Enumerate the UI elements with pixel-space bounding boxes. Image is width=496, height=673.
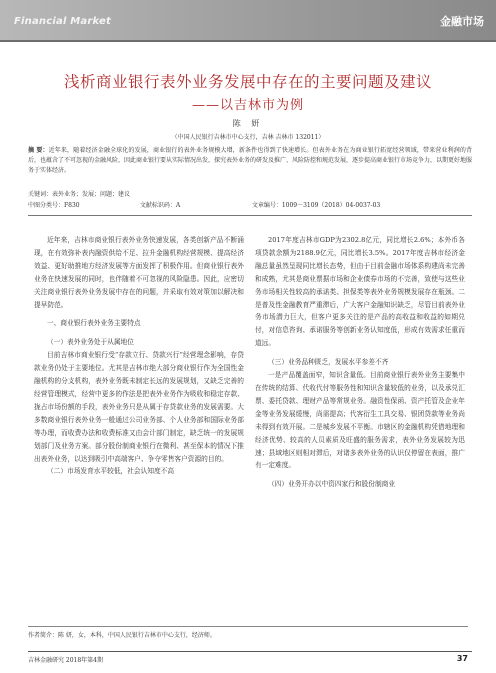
- section-heading-1: 一、商业银行表外业务主要特点: [47, 319, 141, 328]
- clc-number: 中图分类号：F830: [28, 202, 80, 209]
- abstract-text: 近年来，随着经济金融全球化的发展，商业银行的表外业务规模大增，新条件也得到了快速增长。但表外业务在为商业银行拓宽经营领域，带来营业利润的背后，也蕴含了不可忽视的金融风险，因此商业银行要从实际情况出发，探究表外业务的研发及推广、风险防控和规范发展，逐步提高商业银行市场竞争力，以期更好地服务于实体经济。: [28, 147, 473, 174]
- subsection-heading-2: （二）市场发育水平较低，社会认知度不高: [47, 467, 175, 476]
- abstract: [28, 146, 472, 176]
- page-number: 37: [456, 654, 468, 663]
- abstract-label: 摘 要：: [28, 147, 49, 154]
- banner-section-cn: 金融市场: [440, 15, 484, 28]
- article-title: 浅析商业银行表外业务发展中存在的主要问题及建议: [63, 73, 432, 91]
- article-subtitle: ——以吉林市为例: [191, 98, 304, 113]
- right-column: [255, 234, 465, 491]
- footnote-divider: [28, 626, 468, 627]
- journal-banner: [0, 0, 496, 42]
- footer-divider: [28, 651, 472, 652]
- body-paragraph: 目前吉林市商业银行受“存款立行、贷款兴行”经营理念影响，存贷款业务仍处于主要地位。尤其是吉林市绝大部分商业银行作为全国性金融机构的分支机构，表外业务既未制定长远的发展规划，又缺乏完善的经营管理模式，经营中更多的作法是把表外业务作为吸收和稳定存款、拢占市场份额的手段，表外业务只是从属于存贷款业务的发展需要。大多数商业银行表外业务一般通过公司业务部、个人业务部和国际业务部等办理，而收费办法和收费标准又由会计部门制定，缺乏统一的发展规划部门及业务方案。部分股份制商业银行在微利、甚至保本的情况下推出表外业务，以达到吸引中高端客户、争夺零售客户资源的目的。: [34, 351, 244, 463]
- author-footnote: 作者简介：陈 妍，女，本科，中国人民银行吉林市中心支行，经济师。: [28, 632, 216, 639]
- author-affiliation: （中国人民银行吉林市中心支行，吉林 吉林市 132011）: [171, 134, 325, 141]
- document-code: 文献标识码：A: [139, 202, 181, 209]
- subsection-heading-4: （四）业务开办以中资四家行和股份制商业: [268, 480, 396, 489]
- body-paragraph: 一是产品覆盖面窄，知识含量低。目前商业银行表外业务主要集中在传统的结算、代收代付等服务性和知识含量较低的业务，以及承兑汇票、委托贷款、理财产品等常规业务。融资性保函、资产托管及企业年金等业务发展缓慢，尚需提高；代客衍生工具交易、银团贷款等业务尚未得到有效开展。二是城乡发展不平衡。市辖区的金融机构凭借地理和经济优势、较高的人员素质及旺盛的服务需求，表外业务发展较为迅速；县域地区则相对滞后，对诸多表外业务的认识仅停留在表面，推广有一定难度。: [255, 371, 465, 470]
- abstract-divider: [28, 215, 472, 216]
- journal-issue: 吉林金融研究 2018年第4期: [28, 657, 103, 664]
- article-number: 文章编号：1009－3109（2018）04-0037-03: [251, 202, 381, 209]
- banner-section-en: Financial Market: [14, 16, 111, 27]
- author-name: 陈 妍: [232, 119, 264, 128]
- left-column: [34, 234, 244, 478]
- body-paragraph: 2017年度吉林市GDP为2302.8亿元，同比增长2.6%；本外币各项贷款余额为2188.9亿元，同比增长3.5%。2017年度吉林市经济金融总量虽然呈现同比增长态势，但由于目前金融市场体系构建尚未完善和成熟，尤其是商业票据市场和企业债券市场的不完善，致使与这些业务市场相关性较高的承诺类、担保类等表外业务规模发展存在瓶颈。二是普及性金融教育严重滞后，广大客户金融知识缺乏，尽管目前表外业务市场潜力巨大，但客户更多关注的是产品的高收益和收益的如期兑付，对信息咨询、承诺服务等创新业务认知度低，形成有效需求任重而道远。: [255, 236, 465, 348]
- intro-paragraph: 近年来，吉林市商业银行表外业务快速发展，各类创新产品不断涌现，在有效弥补表内融资供给不足、拉升金融机构经营规模、提高经济效益、更好助推地方经济发展等方面发挥了积极作用。但商业银行表外业务在快速发展的同时，也伴随着不可忽视的风险隐患。因此，应密切关注商业银行表外业务发展中存在的问题，并采取有效对策加以解决和提早防范。: [34, 236, 244, 309]
- classification-line: [28, 200, 472, 209]
- keywords: 关键词：表外业务；发展；问题；建议: [28, 191, 131, 198]
- subsection-heading-1: （一）表外业务处于从属地位: [47, 338, 134, 347]
- banner-divider: [0, 40, 496, 42]
- subsection-heading-3: （三）业务品种匮乏，发展水平参差不齐: [268, 358, 389, 367]
